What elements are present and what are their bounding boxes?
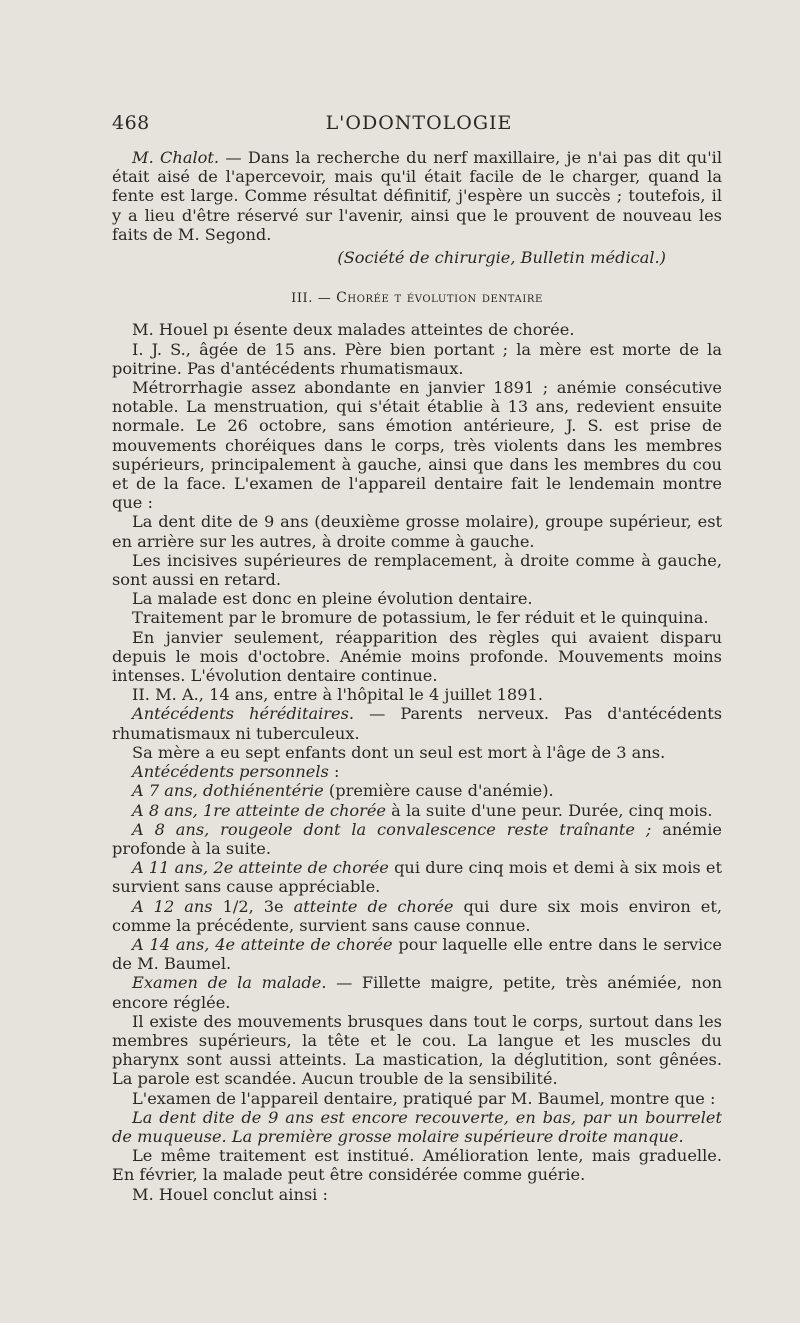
paragraph (112, 148, 722, 244)
italic-run: A 8 ans, rougeole dont la convalescence reste traînante ; (132, 819, 652, 839)
text-run: à la suite d'une peur. Durée, cinq mois. (386, 800, 713, 820)
paragraph (112, 743, 722, 762)
page-number: 468 (112, 112, 150, 134)
paragraph (112, 589, 722, 608)
text-run: 1/2, 3e (212, 896, 294, 916)
paragraph (112, 378, 722, 512)
text-run: La malade est donc en pleine évolution dentaire. (132, 589, 533, 609)
italic-run: (Société de chirurgie, Bulletin médical.) (337, 248, 666, 268)
italic-run: A 8 ans, 1re atteinte de chorée (132, 800, 387, 820)
italic-run: Antécédents personnels (132, 762, 329, 782)
paragraph (112, 1108, 722, 1146)
italic-run: A 12 ans (132, 896, 213, 916)
paragraph (112, 781, 722, 800)
paragraph (112, 897, 722, 935)
text-run: M. Houel conclut ainsi : (132, 1184, 328, 1204)
paragraph (112, 685, 722, 704)
text-run: qui dure six mois environ et, comme la précédente, survient sans cause connue. (112, 896, 723, 935)
text-run: Sa mère a eu sept enfants dont un seul est mort à l'âge de 3 ans. (132, 742, 666, 762)
text-run: qui dure cinq mois et demi à six mois et survient sans cause appréciable. (112, 858, 722, 897)
paragraph (112, 935, 722, 973)
paragraph (112, 1146, 722, 1184)
paragraph (112, 1185, 722, 1204)
text-run: Traitement par le bromure de potassium, le fer réduit et le quinquina. (132, 608, 709, 628)
paragraph (112, 551, 722, 589)
text-run: I. J. S., âgée de 15 ans. Père bien portant ; la mère est morte de la poitrine. Pas d'antécédents rhumatismaux. (112, 339, 722, 378)
text-run: anémie profonde à la suite. (112, 819, 722, 858)
text-run: Métrorrhagie assez abondante en janvier 1891 ; anémie consécutive notable. La menstruation, qui s'était établie à 13 ans, redevient ensuite normale. Le 26 octobre, sans émotion antérieure, J. S. est prise de mouvements choréiques dans le corps, très violents dans les membres supérieurs, principalement à gauche, ainsi que dans les membres du cou et de la face. L'examen de l'appareil dentaire fait le lendemain montre que : (112, 378, 722, 513)
italic-run: M. Chalot. (132, 148, 220, 167)
page-header (112, 112, 726, 138)
paragraph (112, 1089, 722, 1108)
text-run: Les incisives supérieures de remplacement, à droite comme à gauche, sont aussi en retard. (112, 550, 722, 590)
running-title: L'ODONTOLOGIE (325, 112, 513, 134)
text-run: La dent dite de 9 ans (deuxième grosse molaire), groupe supérieur, est en arrière sur les autres, à droite comme à gauche. (112, 512, 722, 551)
paragraph (112, 340, 722, 378)
italic-run: Examen de la malade. (132, 973, 327, 993)
paragraph (112, 1012, 722, 1089)
text-run: M. Houel pı ésente deux malades atteintes de chorée. (132, 320, 575, 340)
small-caps-run: Chorée t évolution dentaire (336, 290, 543, 307)
paragraph (112, 858, 722, 896)
italic-run: A 7 ans, dothiénentérie (132, 781, 324, 801)
section-heading (112, 289, 722, 308)
body-text (112, 148, 722, 1204)
paragraph (112, 762, 722, 781)
paragraph (112, 820, 722, 858)
paragraph (112, 973, 722, 1011)
text-run: pour laquelle elle entre dans le service de M. Baumel. (112, 934, 722, 974)
text-run: : (328, 762, 340, 782)
text-run: — Dans la recherche du nerf maxillaire, je n'ai pas dit qu'il était aisé de l'apercevoir, mais qu'il était facile de le charger, quand la fente est large. Comme résultat définitif, j'espère un succès ; toutefois, il y a lieu d'être réservé sur l'avenir, ainsi que le prouvent de nouveau les faits de M. Segond. (112, 148, 722, 244)
paragraph (112, 608, 722, 627)
paragraph (112, 628, 722, 686)
italic-run: Antécédents héréditaires. (132, 704, 355, 724)
italic-run: A 11 ans, 2e atteinte de chorée (132, 858, 389, 878)
text-run: L'examen de l'appareil dentaire, pratiqué par M. Baumel, montre que : (132, 1088, 716, 1108)
text-run: Il existe des mouvements brusques dans tout le corps, surtout dans les membres supérieurs, la tête et le cou. La langue et les muscles du pharynx sont aussi atteints. La mastication, la déglutition, sont gênées. La parole est scandée. Aucun trouble de la sensibilité. (112, 1011, 722, 1089)
paragraph (112, 320, 722, 339)
italic-run: atteinte de chorée (293, 896, 454, 916)
italic-run: A 14 ans, 4e atteinte de chorée (132, 934, 393, 954)
paragraph (112, 512, 722, 550)
text-run: — Fillette maigre, petite, très anémiée, non encore réglée. (112, 973, 723, 1012)
text-run: En janvier seulement, réapparition des règles qui avaient disparu depuis le mois d'octobre. Anémie moins profonde. Mouvements moins intenses. L'évolution dentaire continue. (112, 627, 722, 686)
text-run: III. — (291, 291, 337, 307)
text-run: — Parents nerveux. Pas d'antécédents rhumatismaux ni tuberculeux. (112, 704, 723, 743)
text-run: (première cause d'anémie). (323, 781, 554, 801)
text-run: Le même traitement est institué. Amélioration lente, mais graduelle. En février, la malade peut être considérée comme guérie. (112, 1146, 722, 1185)
source-citation (112, 248, 722, 267)
italic-run: La dent dite de 9 ans est encore recouverte, en bas, par un bourrelet de muqueuse. La première grosse molaire supérieure droite manque. (112, 1107, 722, 1146)
paragraph (112, 704, 722, 742)
paragraph (112, 801, 722, 820)
text-run: II. M. A., 14 ans, entre à l'hôpital le 4 juillet 1891. (132, 685, 543, 705)
